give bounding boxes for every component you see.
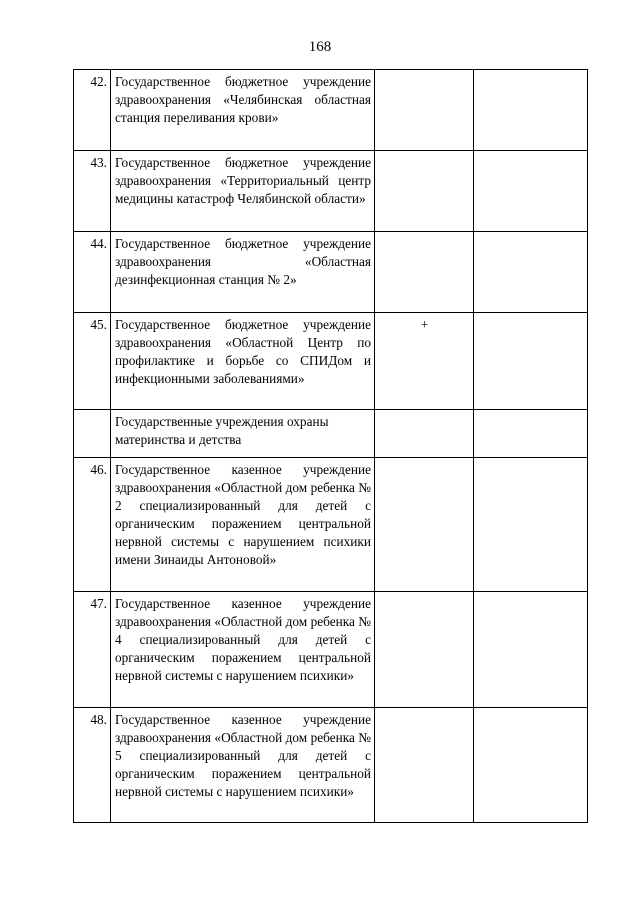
table-row bbox=[74, 70, 588, 151]
row-number bbox=[74, 410, 111, 458]
extra-cell bbox=[474, 232, 588, 313]
table-row bbox=[74, 458, 588, 592]
table-row bbox=[74, 313, 588, 410]
table-row bbox=[74, 232, 588, 313]
mark-cell bbox=[375, 458, 474, 592]
institutions-table bbox=[73, 69, 588, 823]
section-header-row bbox=[74, 410, 588, 458]
extra-cell bbox=[474, 410, 588, 458]
extra-cell bbox=[474, 313, 588, 410]
section-title: Государственные учреждения охраны материнства и детства bbox=[111, 410, 375, 458]
institution-name: Государственное бюджетное учреждение здравоохранения «Областной Центр по профилактике и борьбе со СПИДом и инфекционными заболеваниями» bbox=[111, 313, 375, 410]
row-number: 46. bbox=[74, 458, 111, 592]
table-row bbox=[74, 592, 588, 708]
institution-name: Государственное казенное учреждение здравоохранения «Областной дом ребенка № 5 специализированный для детей с органическим поражением центральной нервной системы с нарушением психики» bbox=[111, 708, 375, 823]
institution-name: Государственное казенное учреждение здравоохранения «Областной дом ребенка № 2 специализированный для детей с органическим поражением центральной нервной системы с нарушением психики имени Зинаиды Антоновой» bbox=[111, 458, 375, 592]
table-row bbox=[74, 708, 588, 823]
row-number: 47. bbox=[74, 592, 111, 708]
institution-name: Государственное бюджетное учреждение здравоохранения «Территориальный центр медицины катастроф Челябинской области» bbox=[111, 151, 375, 232]
mark-cell bbox=[375, 70, 474, 151]
extra-cell bbox=[474, 151, 588, 232]
page-number: 168 bbox=[308, 39, 332, 55]
mark-cell bbox=[375, 592, 474, 708]
row-number: 42. bbox=[74, 70, 111, 151]
row-number: 44. bbox=[74, 232, 111, 313]
mark-cell bbox=[375, 708, 474, 823]
institution-name: Государственное бюджетное учреждение здравоохранения «Областная дезинфекционная станция № 2» bbox=[111, 232, 375, 313]
extra-cell bbox=[474, 592, 588, 708]
mark-cell bbox=[375, 232, 474, 313]
row-number: 45. bbox=[74, 313, 111, 410]
mark-cell bbox=[375, 410, 474, 458]
institution-name: Государственное казенное учреждение здравоохранения «Областной дом ребенка № 4 специализированный для детей с органическим поражением центральной нервной системы с нарушением психики» bbox=[111, 592, 375, 708]
mark-cell bbox=[375, 151, 474, 232]
extra-cell bbox=[474, 458, 588, 592]
extra-cell bbox=[474, 708, 588, 823]
mark-cell: + bbox=[375, 313, 474, 410]
institution-name: Государственное бюджетное учреждение здравоохранения «Челябинская областная станция переливания крови» bbox=[111, 70, 375, 151]
row-number: 43. bbox=[74, 151, 111, 232]
extra-cell bbox=[474, 70, 588, 151]
row-number: 48. bbox=[74, 708, 111, 823]
table-row bbox=[74, 151, 588, 232]
